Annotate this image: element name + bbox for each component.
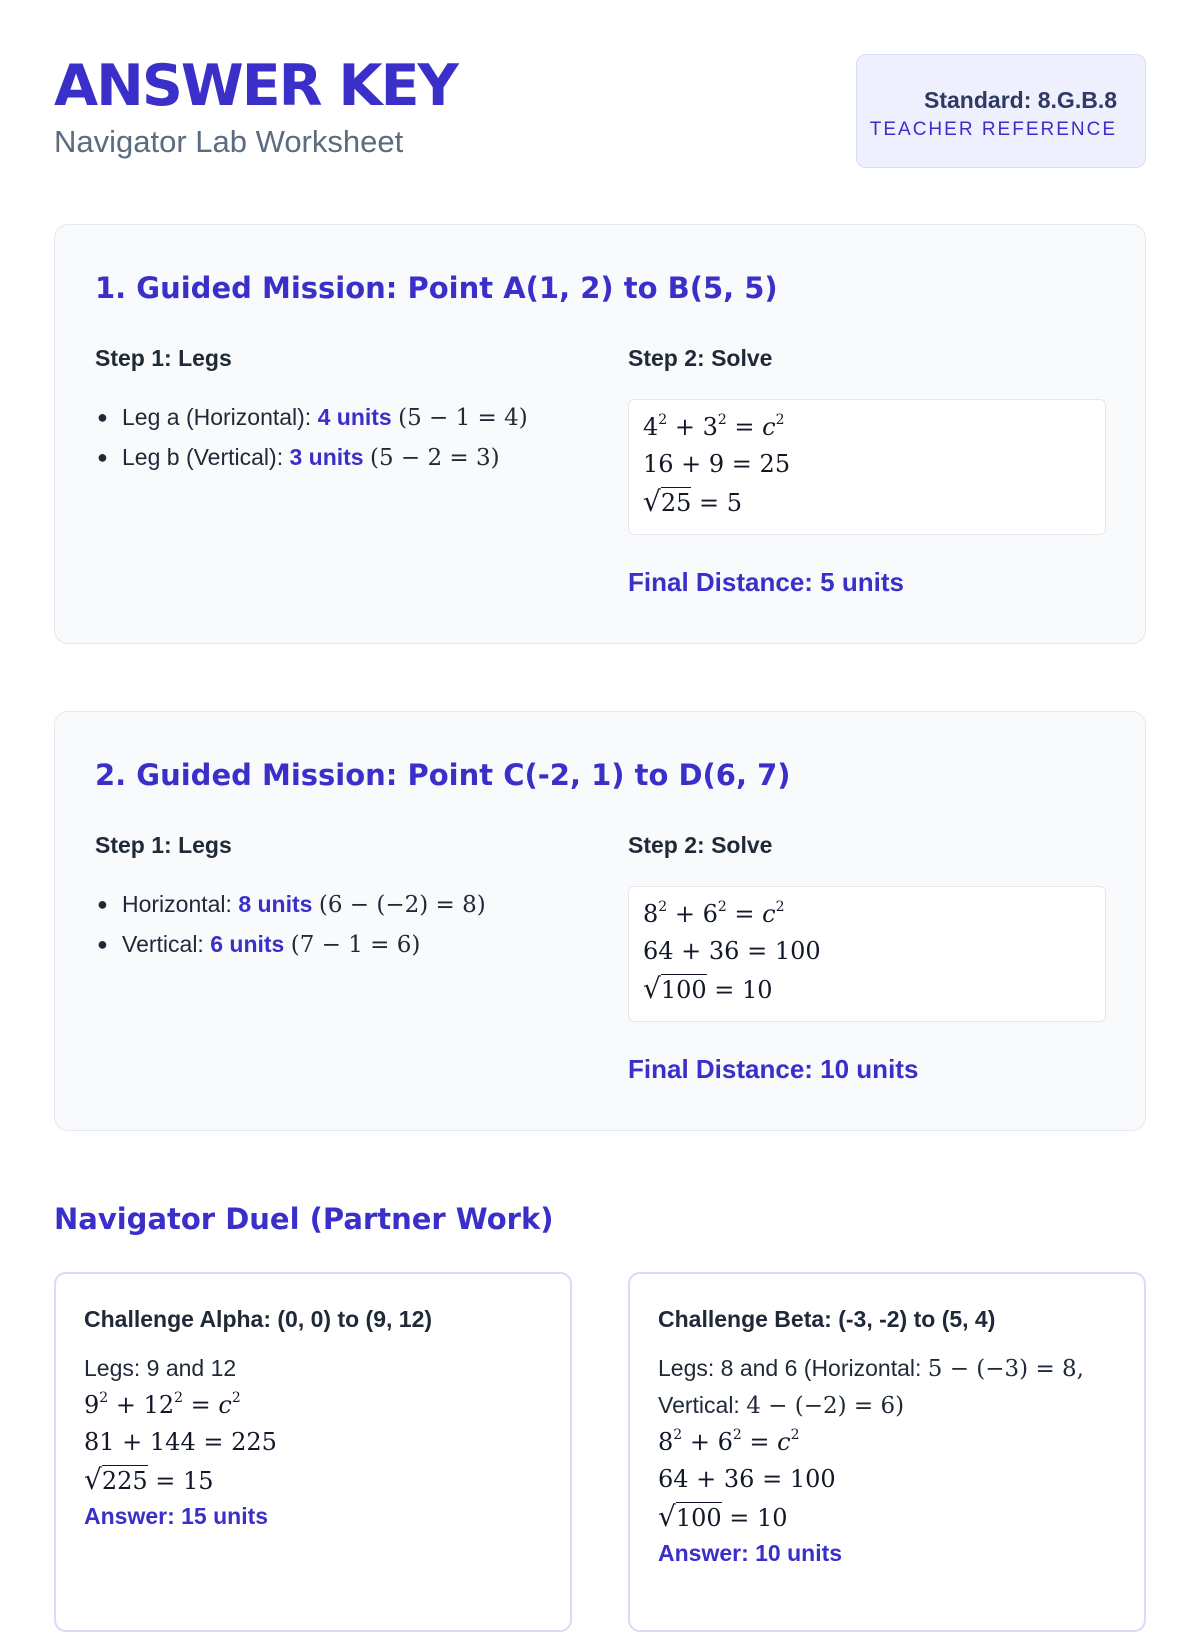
legs-list xyxy=(95,884,486,964)
solution-box xyxy=(628,886,1106,1022)
legs-math: 4 − (−2) = 6) xyxy=(746,1393,905,1419)
eq-exponent: 2 xyxy=(658,899,668,915)
leg-value: 3 units xyxy=(289,444,364,470)
sqrt-result: = 15 xyxy=(155,1467,214,1495)
sum-equation: 16 + 9 = 25 xyxy=(643,450,791,478)
sqrt-icon: √ xyxy=(643,972,661,1005)
eq-exponent: 2 xyxy=(732,1427,742,1443)
radicand: 100 xyxy=(660,976,707,1004)
sqrt-icon: √ xyxy=(658,1500,676,1533)
step2-heading: Step 2: Solve xyxy=(628,832,773,858)
leg-value: 8 units xyxy=(238,891,313,917)
challenge-body xyxy=(658,1350,1128,1572)
eq-term-b: 12 xyxy=(143,1391,175,1419)
leg-value: 6 units xyxy=(210,931,285,957)
sqrt-icon: √ xyxy=(84,1463,102,1496)
leg-label: Horizontal: xyxy=(122,891,239,917)
eq-term-c: c xyxy=(777,1428,791,1456)
eq-exponent: 2 xyxy=(673,1427,683,1443)
bullet-icon: ● xyxy=(97,894,108,914)
teacher-reference-label: TEACHER REFERENCE xyxy=(869,119,1117,140)
step1-heading: Step 1: Legs xyxy=(95,832,232,858)
challenge-alpha-card xyxy=(54,1272,572,1632)
radicand: 25 xyxy=(660,489,692,517)
radicand: 225 xyxy=(101,1467,148,1495)
pythagorean-equation: $9^2 + 12^2 = c^2$ xyxy=(84,1390,241,1419)
eq-exponent: 2 xyxy=(174,1390,184,1406)
eq-term-a: 8 xyxy=(658,1428,674,1456)
sum-equation: 81 + 144 = 225 xyxy=(84,1428,277,1456)
mission-title: 1. Guided Mission: Point A(1, 2) to B(5, 5) xyxy=(95,271,778,305)
standard-label: Standard: 8.G.B.8 xyxy=(924,87,1117,113)
sqrt-result: = 5 xyxy=(699,489,743,517)
legs-line: Legs: 9 and 12 xyxy=(84,1355,237,1381)
leg-label: Leg b (Vertical): xyxy=(122,444,290,470)
step2-heading: Step 2: Solve xyxy=(628,345,773,371)
challenge-heading: Challenge Alpha: (0, 0) to (9, 12) xyxy=(84,1306,433,1332)
list-item xyxy=(95,437,528,477)
legs-text: Legs: 8 and 6 (Horizontal: xyxy=(658,1355,928,1381)
mission-card-1 xyxy=(54,224,1146,644)
solution-box xyxy=(628,399,1106,535)
eq-term-a: 8 xyxy=(643,900,659,928)
leg-label: Leg a (Horizontal): xyxy=(122,404,318,430)
eq-exponent: 2 xyxy=(231,1390,241,1406)
eq-term-c: c xyxy=(762,413,776,441)
leg-label: Vertical: xyxy=(122,931,211,957)
sqrt-equation xyxy=(643,483,1105,520)
bullet-icon: ● xyxy=(97,447,108,467)
sqrt-result: = 10 xyxy=(714,976,773,1004)
list-item xyxy=(95,924,486,964)
sum-equation: 64 + 36 = 100 xyxy=(658,1465,836,1493)
legs-line xyxy=(658,1387,1128,1424)
eq-term-b: 6 xyxy=(702,900,718,928)
leg-calc: (5 − 2 = 3) xyxy=(369,445,500,471)
sqrt-equation xyxy=(643,970,1105,1007)
eq-term-a: 4 xyxy=(643,413,659,441)
eq-term-c: c xyxy=(218,1391,232,1419)
eq-term-b: 3 xyxy=(702,413,718,441)
duel-section-title: Navigator Duel (Partner Work) xyxy=(54,1202,554,1236)
bullet-icon: ● xyxy=(97,934,108,954)
leg-calc: (6 − (−2) = 8) xyxy=(318,892,486,918)
list-item xyxy=(95,397,528,437)
pythagorean-equation: $8^2 + 6^2 = c^2$ xyxy=(643,899,785,928)
final-distance: Final Distance: 5 units xyxy=(628,567,904,597)
pythagorean-equation: $4^2 + 3^2 = c^2$ xyxy=(643,412,785,441)
eq-exponent: 2 xyxy=(775,412,785,428)
legs-math: 5 − (−3) = 8, xyxy=(927,1356,1084,1382)
challenge-answer: Answer: 10 units xyxy=(658,1540,843,1566)
bullet-icon: ● xyxy=(97,407,108,427)
sqrt-equation xyxy=(658,1498,1128,1535)
leg-value: 4 units xyxy=(317,404,392,430)
legs-line xyxy=(658,1350,1128,1387)
eq-term-a: 9 xyxy=(84,1391,100,1419)
mission-card-2 xyxy=(54,711,1146,1131)
legs-list xyxy=(95,397,528,477)
sqrt-equation xyxy=(84,1461,554,1498)
challenge-beta-card xyxy=(628,1272,1146,1632)
eq-exponent: 2 xyxy=(775,899,785,915)
eq-term-b: 6 xyxy=(717,1428,733,1456)
challenge-body xyxy=(84,1350,554,1535)
leg-calc: (7 − 1 = 6) xyxy=(290,932,421,958)
eq-exponent: 2 xyxy=(658,412,668,428)
standard-badge xyxy=(856,54,1146,168)
final-distance: Final Distance: 10 units xyxy=(628,1054,919,1084)
eq-exponent: 2 xyxy=(717,412,727,428)
legs-text: Vertical: xyxy=(658,1392,747,1418)
challenge-heading: Challenge Beta: (-3, -2) to (5, 4) xyxy=(658,1306,996,1332)
eq-exponent: 2 xyxy=(790,1427,800,1443)
sqrt-icon: √ xyxy=(643,485,661,518)
radicand: 100 xyxy=(675,1504,722,1532)
step1-heading: Step 1: Legs xyxy=(95,345,232,371)
sum-equation: 64 + 36 = 100 xyxy=(643,937,821,965)
leg-calc: (5 − 1 = 4) xyxy=(398,405,528,431)
list-item xyxy=(95,884,486,924)
sqrt-result: = 10 xyxy=(729,1504,788,1532)
eq-exponent: 2 xyxy=(717,899,727,915)
page-subtitle: Navigator Lab Worksheet xyxy=(54,124,404,159)
eq-exponent: 2 xyxy=(99,1390,109,1406)
challenge-answer: Answer: 15 units xyxy=(84,1503,269,1529)
eq-term-c: c xyxy=(762,900,776,928)
page-title: ANSWER KEY xyxy=(54,53,457,119)
pythagorean-equation: $8^2 + 6^2 = c^2$ xyxy=(658,1427,800,1456)
mission-title: 2. Guided Mission: Point C(-2, 1) to D(6, 7) xyxy=(95,758,791,792)
